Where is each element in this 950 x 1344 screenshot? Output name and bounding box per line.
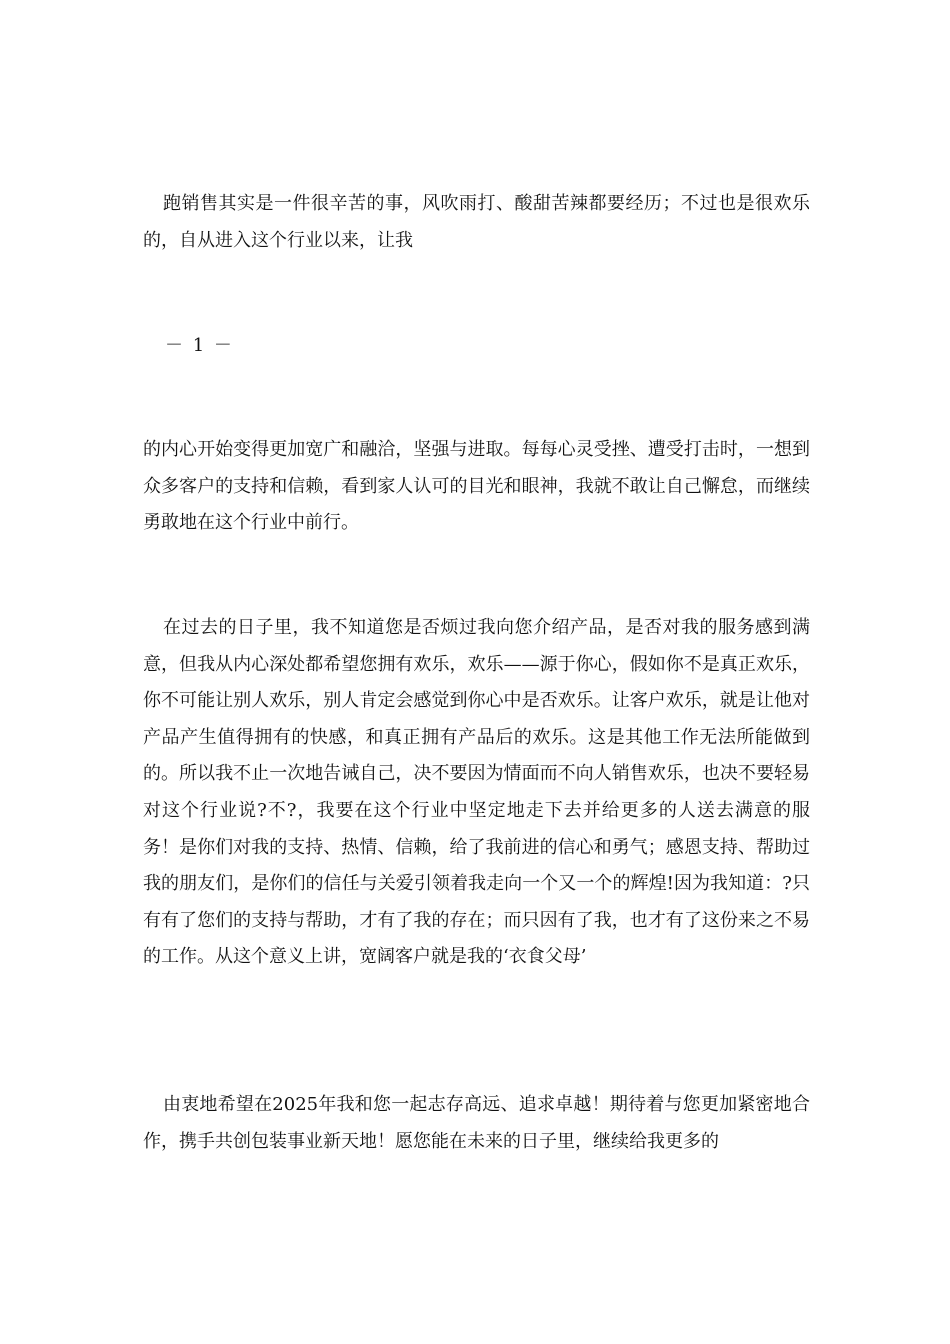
paragraph-3: 在过去的日子里，我不知道您是否烦过我向您介绍产品，是否对我的服务感到满意，但我从内心深处都希望您拥有欢乐，欢乐——源于你心，假如你不是真正欢乐，你不可能让别人欢乐，别人肯定会感觉到你心中是否欢乐。让客户欢乐，就是让他对产品产生值得拥有的快感，和真正拥有产品后的欢乐。这是其他工作无法所能做到的。所以我不止一次地告诫自己，决不要因为情面而不向人销售欢乐，也决不要轻易对这个行业说?不?，我要在这个行业中坚定地走下去并给更多的人送去满意的服务！是你们对我的支持、热情、信赖，给了我前进的信心和勇气；感恩支持、帮助过我的朋友们，是你们的信任与关爱引领着我走向一个又一个的辉煌!因为我知道：?只有有了您们的支持与帮助，才有了我的存在；而只因有了我，也才有了这份来之不易的工作。从这个意义上讲，宽阔客户就是我的‘衣食父母’ (143, 617, 810, 968)
paragraph-2: 的内心开始变得更加宽广和融洽，坚强与进取。每每心灵受挫、遭受打击时，一想到众多客户的支持和信赖，看到家人认可的目光和眼神，我就不敢让自己懈怠，而继续勇敢地在这个行业中前行。 (143, 439, 810, 534)
page-number: － 1 － (165, 335, 234, 356)
paragraph-1: 跑销售其实是一件很辛苦的事，风吹雨打、酸甜苦辣都要经历；不过也是很欢乐的，自从进入这个行业以来，让我 (143, 193, 810, 251)
paragraph-4: 由衷地希望在2025年我和您一起志存高远、追求卓越！期待着与您更加紧密地合作，携手共创包装事业新天地！愿您能在未来的日子里，继续给我更多的 (143, 1094, 810, 1152)
